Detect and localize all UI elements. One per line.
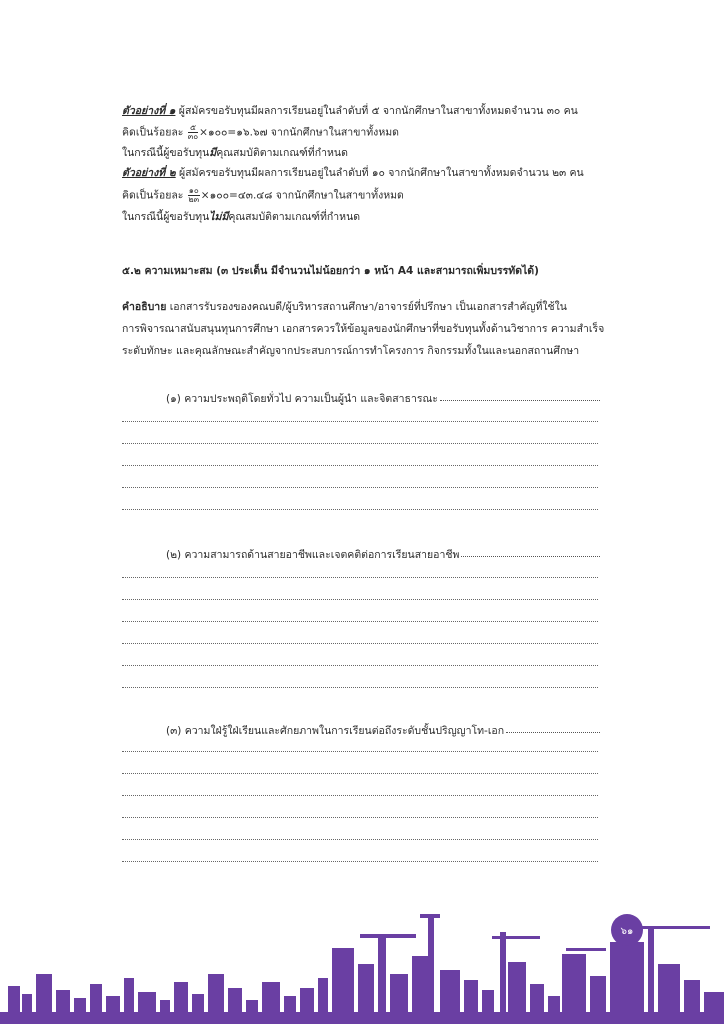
answer-line[interactable] (122, 643, 598, 644)
example-1-result-emphasis: มี (209, 147, 217, 159)
description-line-2: การพิจารณาสนับสนุนทุนการศึกษา เอกสารควรให้ข้อมูลของนักศึกษาที่ขอรับทุนทั้งด้านวิชาการ ความสำเร็จ (122, 323, 605, 335)
example-1-percent-prefix: คิดเป็นร้อยละ (122, 126, 187, 139)
example-2-line-1 (122, 166, 584, 180)
answer-line[interactable] (122, 509, 598, 510)
question-2-label: (๒) ความสามารถด้านสายอาชีพและเจตคติต่อการเรียนสายอาชีพ (166, 549, 460, 561)
answer-line[interactable] (122, 621, 598, 622)
question-3-answer-lead[interactable] (506, 722, 600, 733)
example-1-text: ผู้สมัครขอรับทุนมีผลการเรียนอยู่ในลำดับที่ ๕ จากนักศึกษาในสาขาทั้งหมดจำนวน ๓๐ คน (175, 105, 578, 117)
example-1-result-c: คุณสมบัติตามเกณฑ์ที่กำหนด (216, 147, 348, 159)
description-label: คำอธิบาย (122, 301, 167, 313)
fraction-denominator: ๒๓ (188, 195, 200, 204)
answer-line[interactable] (122, 817, 598, 818)
answer-line[interactable] (122, 839, 598, 840)
answer-line[interactable] (122, 465, 598, 466)
description-text-1: เอกสารรับรองของคณบดี/ผู้บริหารสถานศึกษา/อาจารย์ที่ปรึกษา เป็นเอกสารสำคัญที่ใช้ใน (166, 301, 567, 313)
fraction-denominator: ๓๐ (187, 132, 199, 141)
example-2-label: ตัวอย่างที่ ๒ (122, 167, 176, 179)
example-1-line-2 (122, 124, 399, 141)
answer-line[interactable] (122, 599, 598, 600)
description-line-1 (122, 300, 567, 314)
example-2-fraction (188, 187, 200, 204)
example-1-label: ตัวอย่างที่ ๑ (122, 105, 176, 117)
answer-line[interactable] (122, 861, 598, 862)
example-1-percent-suffix: ×๑๐๐=๑๖.๖๗ จากนักศึกษาในสาขาทั้งหมด (199, 126, 399, 139)
example-2-line-3 (122, 210, 360, 224)
answer-line[interactable] (122, 665, 598, 666)
question-2 (166, 546, 600, 563)
answer-line[interactable] (122, 487, 598, 488)
question-3 (166, 722, 600, 739)
description-line-3: ระดับทักษะ และคุณลักษณะสำคัญจากประสบการณ์การทำโครงการ กิจกรรมทั้งในและนอกสถานศึกษา (122, 345, 580, 357)
question-1-answer-lead[interactable] (440, 390, 600, 401)
example-1-line-3 (122, 146, 348, 160)
question-2-answer-lead[interactable] (461, 546, 600, 557)
example-2-percent-suffix: ×๑๐๐=๔๓.๔๘ จากนักศึกษาในสาขาทั้งหมด (200, 189, 404, 202)
city-skyline-decoration (0, 904, 724, 1024)
example-1-line-1 (122, 104, 578, 118)
example-1-fraction (188, 124, 198, 141)
answer-line[interactable] (122, 577, 598, 578)
example-2-line-2 (122, 187, 404, 204)
answer-line[interactable] (122, 687, 598, 688)
answer-line[interactable] (122, 773, 598, 774)
fraction-numerator: ๕ (188, 124, 198, 133)
answer-line[interactable] (122, 795, 598, 796)
answer-line[interactable] (122, 443, 598, 444)
example-2-result-emphasis: ไม่มี (209, 211, 229, 223)
page-number: ๖๑ (620, 926, 634, 937)
question-1 (166, 390, 600, 407)
question-3-label: (๓) ความใฝ่รู้ใฝ่เรียนและศักยภาพในการเรียนต่อถึงระดับชั้นปริญญาโท-เอก (166, 725, 505, 737)
section-heading: ๕.๒ ความเหมาะสม (๓ ประเด็น มีจำนวนไม่น้อยกว่า ๑ หน้า A4 และสามารถเพิ่มบรรทัดได้) (122, 265, 539, 277)
question-1-label: (๑) ความประพฤติโดยทั่วไป ความเป็นผู้นำ และจิตสาธารณะ (166, 393, 438, 405)
example-2-text: ผู้สมัครขอรับทุนมีผลการเรียนอยู่ในลำดับที่ ๑๐ จากนักศึกษาในสาขาทั้งหมดจำนวน ๒๓ คน (175, 167, 584, 179)
example-2-result-c: คุณสมบัติตามเกณฑ์ที่กำหนด (228, 211, 361, 223)
fraction-numerator: ๑๐ (188, 186, 199, 195)
answer-line[interactable] (122, 421, 598, 422)
example-2-result-a: ในกรณีนี้ผู้ขอรับทุน (122, 211, 210, 223)
answer-line[interactable] (122, 751, 598, 752)
example-1-result-a: ในกรณีนี้ผู้ขอรับทุน (122, 147, 210, 159)
example-2-percent-prefix: คิดเป็นร้อยละ (122, 189, 187, 202)
